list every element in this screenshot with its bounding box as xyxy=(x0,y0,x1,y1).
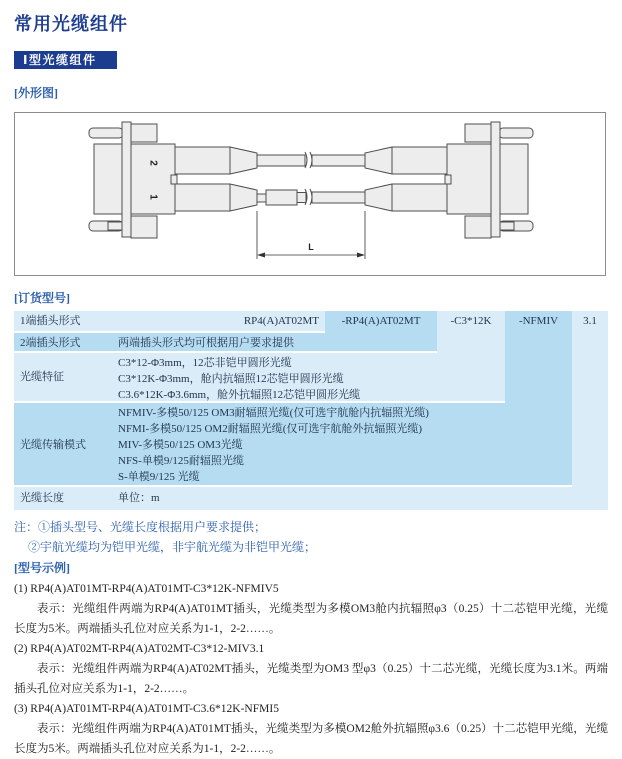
row4-line: MIV-多模50/125 OM3光缆 xyxy=(118,439,243,451)
row1-label: 1端插头形式 xyxy=(20,315,81,327)
row4-line: S-单模9/125 光缆 xyxy=(118,471,200,483)
outline-drawing-box xyxy=(14,112,606,276)
row3-line: C3*12-Φ3mm，12芯非铠甲圆形光缆 xyxy=(118,357,292,369)
example-code: (3) RP4(A)AT01MT-RP4(A)AT01MT-C3.6*12K-NFMI5 xyxy=(14,703,279,715)
row5-line: 单位：m xyxy=(118,492,160,504)
example-item xyxy=(14,579,608,639)
example-item xyxy=(14,699,608,759)
row4-line: NFMI-多模50/125 OM2耐辐照光缆(仅可选宇航舱外抗辐照光缆) xyxy=(118,423,423,435)
model-examples xyxy=(14,579,608,759)
row4-line: NFMIV-多模50/125 OM3耐辐照光缆(仅可选宇航舱内抗辐照光缆) xyxy=(118,407,429,419)
note-line-2: ②宇航光缆均为铠甲光缆，非宇航光缆为非铠甲光缆； xyxy=(28,540,317,554)
code-part-4: -NFMIV xyxy=(518,315,559,327)
row-band-5 xyxy=(14,487,572,510)
row3-line: C3.6*12K-Φ3.6mm，舱外抗辐照12芯铠甲圆形光缆 xyxy=(118,389,361,401)
section-header-bar: Ⅰ型光缆组件 xyxy=(14,51,117,69)
example-code: (1) RP4(A)AT01MT-RP4(A)AT01MT-C3*12K-NFMIV5 xyxy=(14,583,279,595)
code-part-5: 3.1 xyxy=(583,315,597,327)
pin-label-2: 2 xyxy=(147,160,159,166)
row5-label: 光缆长度 xyxy=(20,492,64,504)
row3-line: C3*12K-Φ3mm，舱内抗辐照12芯铠甲圆形光缆 xyxy=(118,373,344,385)
row2-label: 2端插头形式 xyxy=(20,337,81,349)
code-part-1: RP4(A)AT02MT xyxy=(243,315,319,327)
code-part-3: -C3*12K xyxy=(450,315,492,327)
row3-label: 光缆特征 xyxy=(20,371,64,383)
example-description: 表示：光缆组件两端为RP4(A)AT02MT插头，光缆类型为OM3 型φ3（0.25）十二芯光缆，光缆长度为3.1米。两端插头孔位对应关系为1-1，2-2……。 xyxy=(14,663,608,695)
right-connector xyxy=(365,122,533,238)
row4-label: 光缆传输模式 xyxy=(20,439,86,451)
example-code: (2) RP4(A)AT02MT-RP4(A)AT02MT-C3*12-MIV3.1 xyxy=(14,643,265,655)
code-column-5 xyxy=(572,311,608,510)
left-connector xyxy=(89,122,257,238)
code-column-4 xyxy=(505,311,572,485)
ordering-code-label: [订货型号] xyxy=(14,291,70,305)
example-description: 表示：光缆组件两端为RP4(A)AT01MT插头，光缆类型为多模OM2舱外抗辐照φ3.6（0.25）十二芯铠甲光缆，光缆长度为5米。两端插头孔位对应关系为1-1，2-2……。 xyxy=(14,723,608,755)
code-part-2: -RP4(A)AT02MT xyxy=(341,315,421,327)
row4-line: NFS-单模9/125耐辐照光缆 xyxy=(118,455,244,467)
row2-line: 两端插头形式均可根据用户要求提供 xyxy=(118,337,294,349)
dimension-label: L xyxy=(308,242,314,252)
ordering-code-table xyxy=(14,311,608,512)
example-description: 表示：光缆组件两端为RP4(A)AT01MT插头，光缆类型为多模OM3舱内抗辐照φ3（0.25）十二芯铠甲光缆，光缆长度为5米。两端插头孔位对应关系为1-1，2-2……。 xyxy=(14,603,608,635)
example-item xyxy=(14,639,608,699)
note-line-1: 注：①插头型号、光缆长度根据用户要求提供； xyxy=(14,520,267,534)
cable-assembly-drawing xyxy=(15,113,605,275)
page-title: 常用光缆组件 xyxy=(14,14,128,34)
outline-figure-label: [外形图] xyxy=(14,86,58,100)
model-examples-label: [型号示例] xyxy=(14,561,70,575)
pin-label-1: 1 xyxy=(147,194,159,200)
